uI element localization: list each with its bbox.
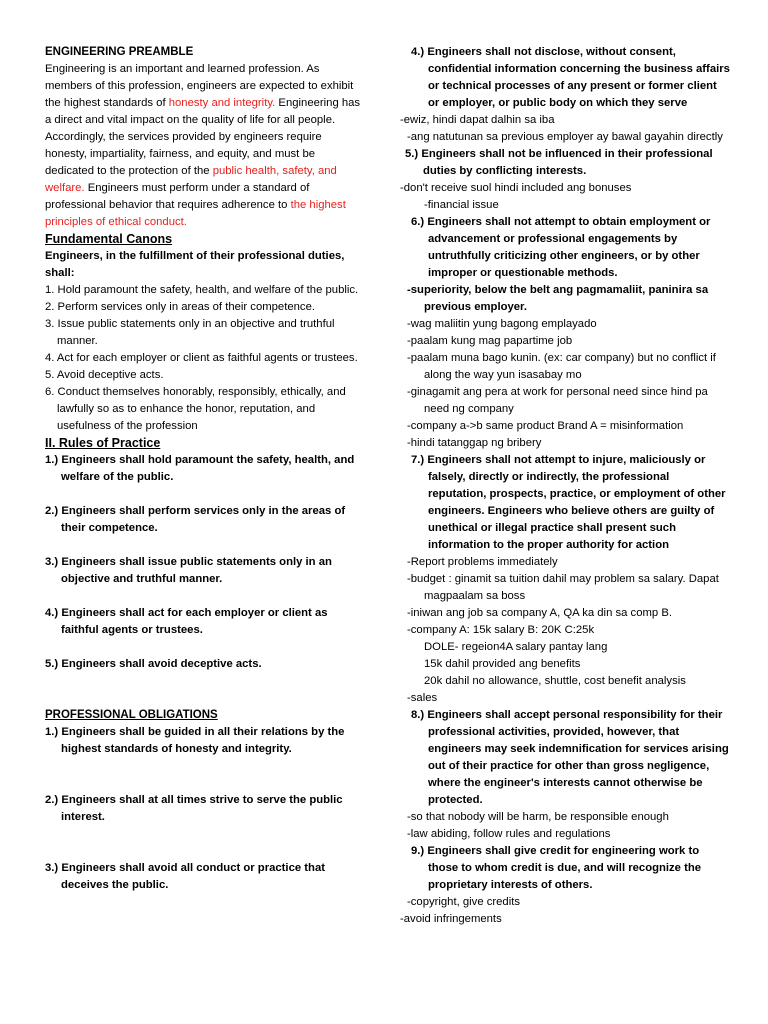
preamble-highlight: honesty and integrity. [168, 97, 276, 109]
note: -ewiz, hindi dapat dalhin sa iba [400, 114, 555, 126]
preamble-text: Engineering is an important and learned profession. As members of this profession, engineers are expected to exhibit the highest standards of [45, 63, 354, 109]
note: -superiority, below the belt ang pagmamaliit, paninira sa previous employer. [407, 284, 709, 313]
note: -wag maliitin yung bagong emplayado [407, 318, 597, 330]
note: -paalam kung mag papartime job [407, 335, 573, 347]
rule-item: 8.) Engineers shall accept personal responsibility for their professional activities, provided, however, that engineers may seek indemnification for services arising out of their practice for other than gross negligence, where the engineer's interests cannot otherwise be protected. [411, 709, 729, 806]
canon-item: 4. Act for each employer or client as faithful agents or trustees. [45, 352, 358, 364]
note: -Report problems immediately [407, 556, 558, 568]
rules-title: II. Rules of Practice [45, 436, 161, 450]
note: -law abiding, follow rules and regulations [407, 828, 611, 840]
rule-item: 5.) Engineers shall avoid deceptive acts. [45, 658, 262, 670]
note: -paalam muna bago kunin. (ex: car company) but no conflict if along the way yun isasabay mo [407, 352, 716, 381]
rule-item: 1.) Engineers shall hold paramount the safety, health, and welfare of the public. [45, 454, 355, 483]
canon-item: 2. Perform services only in areas of their competence. [45, 301, 315, 313]
canon-item: 1. Hold paramount the safety, health, and welfare of the public. [45, 284, 359, 296]
preamble-text: Engineers must perform under a standard of professional behavior that requires adherence to [45, 182, 310, 211]
note: 20k dahil no allowance, shuttle, cost benefit analysis [424, 675, 686, 687]
note: -avoid infringements [400, 913, 502, 925]
note: -iniwan ang job sa company A, QA ka din sa comp B. [407, 607, 672, 619]
note: -financial issue [424, 199, 499, 211]
preamble-title: ENGINEERING PREAMBLE [45, 46, 194, 58]
canons-title: Fundamental Canons [45, 232, 173, 246]
note: -copyright, give credits [407, 896, 521, 908]
rule-item: 4.) Engineers shall not disclose, without consent, confidential information concerning the business affairs or technical processes of any present or former client or employer, or public body on which they serve [411, 46, 730, 109]
note: -so that nobody will be harm, be responsible enough [407, 811, 669, 823]
rule-item: 4.) Engineers shall act for each employer or client as faithful agents or trustees. [45, 607, 328, 636]
obligation-item: 3.) Engineers shall avoid all conduct or practice that deceives the public. [45, 862, 325, 891]
obligations-title: PROFESSIONAL OBLIGATIONS [45, 709, 218, 721]
note: -ang natutunan sa previous employer ay bawal gayahin directly [407, 131, 723, 143]
rule-item: 6.) Engineers shall not attempt to obtain employment or advancement or professional engagements by untruthfully criticizing other engineers, or by other improper or questionable methods. [411, 216, 711, 279]
right-column [400, 44, 730, 928]
rule-item: 7.) Engineers shall not attempt to injure, maliciously or falsely, directly or indirectly, the professional reputation, prospects, practice, or employment of other engineers. Engineers who believe others are guilty of unethical or illegal practice shall present such information to the proper authority for action [411, 454, 726, 551]
rule-item: 5.) Engineers shall not be influenced in their professional duties by conflicting interests. [405, 148, 713, 177]
canon-item: 3. Issue public statements only in an objective and truthful manner. [45, 318, 335, 347]
obligation-item: 1.) Engineers shall be guided in all their relations by the highest standards of honesty and integrity. [45, 726, 345, 755]
note: DOLE- regeion4A salary pantay lang [424, 641, 608, 653]
note: -sales [407, 692, 438, 704]
note: 15k dahil provided ang benefits [424, 658, 581, 670]
canon-item: 6. Conduct themselves honorably, responsibly, ethically, and lawfully so as to enhance the honor, reputation, and usefulness of the profession [45, 386, 346, 432]
left-column [45, 44, 363, 894]
note: -hindi tatanggap ng bribery [407, 437, 542, 449]
note: -company A: 15k salary B: 20K C:25k [407, 624, 595, 636]
rule-item: 9.) Engineers shall give credit for engineering work to those to whom credit is due, and will recognize the proprietary interests of others. [411, 845, 702, 891]
note: -ginagamit ang pera at work for personal need since hind pa need ng company [407, 386, 708, 415]
preamble-highlight: the highest principles of ethical conduct. [45, 199, 346, 228]
note: -company a->b same product Brand A = misinformation [407, 420, 684, 432]
note: -don't receive suol hindi included ang bonuses [400, 182, 632, 194]
rule-item: 2.) Engineers shall perform services only in the areas of their competence. [45, 505, 346, 534]
canons-intro: Engineers, in the fulfillment of their professional duties, shall: [45, 250, 345, 279]
preamble-paragraph [45, 61, 363, 231]
canon-item: 5. Avoid deceptive acts. [45, 369, 164, 381]
preamble-highlight: public health, safety, and welfare. [45, 165, 337, 194]
note: -budget : ginamit sa tuition dahil may problem sa salary. Dapat magpaalam sa boss [407, 573, 719, 602]
rule-item: 3.) Engineers shall issue public statements only in an objective and truthful manner. [45, 556, 332, 585]
obligation-item: 2.) Engineers shall at all times strive to serve the public interest. [45, 794, 343, 823]
preamble-text: Engineering has a direct and vital impact on the quality of life for all people. Accordingly, the services provided by engineers require honesty, impartiality, fairness, and equity, and must be dedicated to the protection of the [45, 97, 361, 177]
